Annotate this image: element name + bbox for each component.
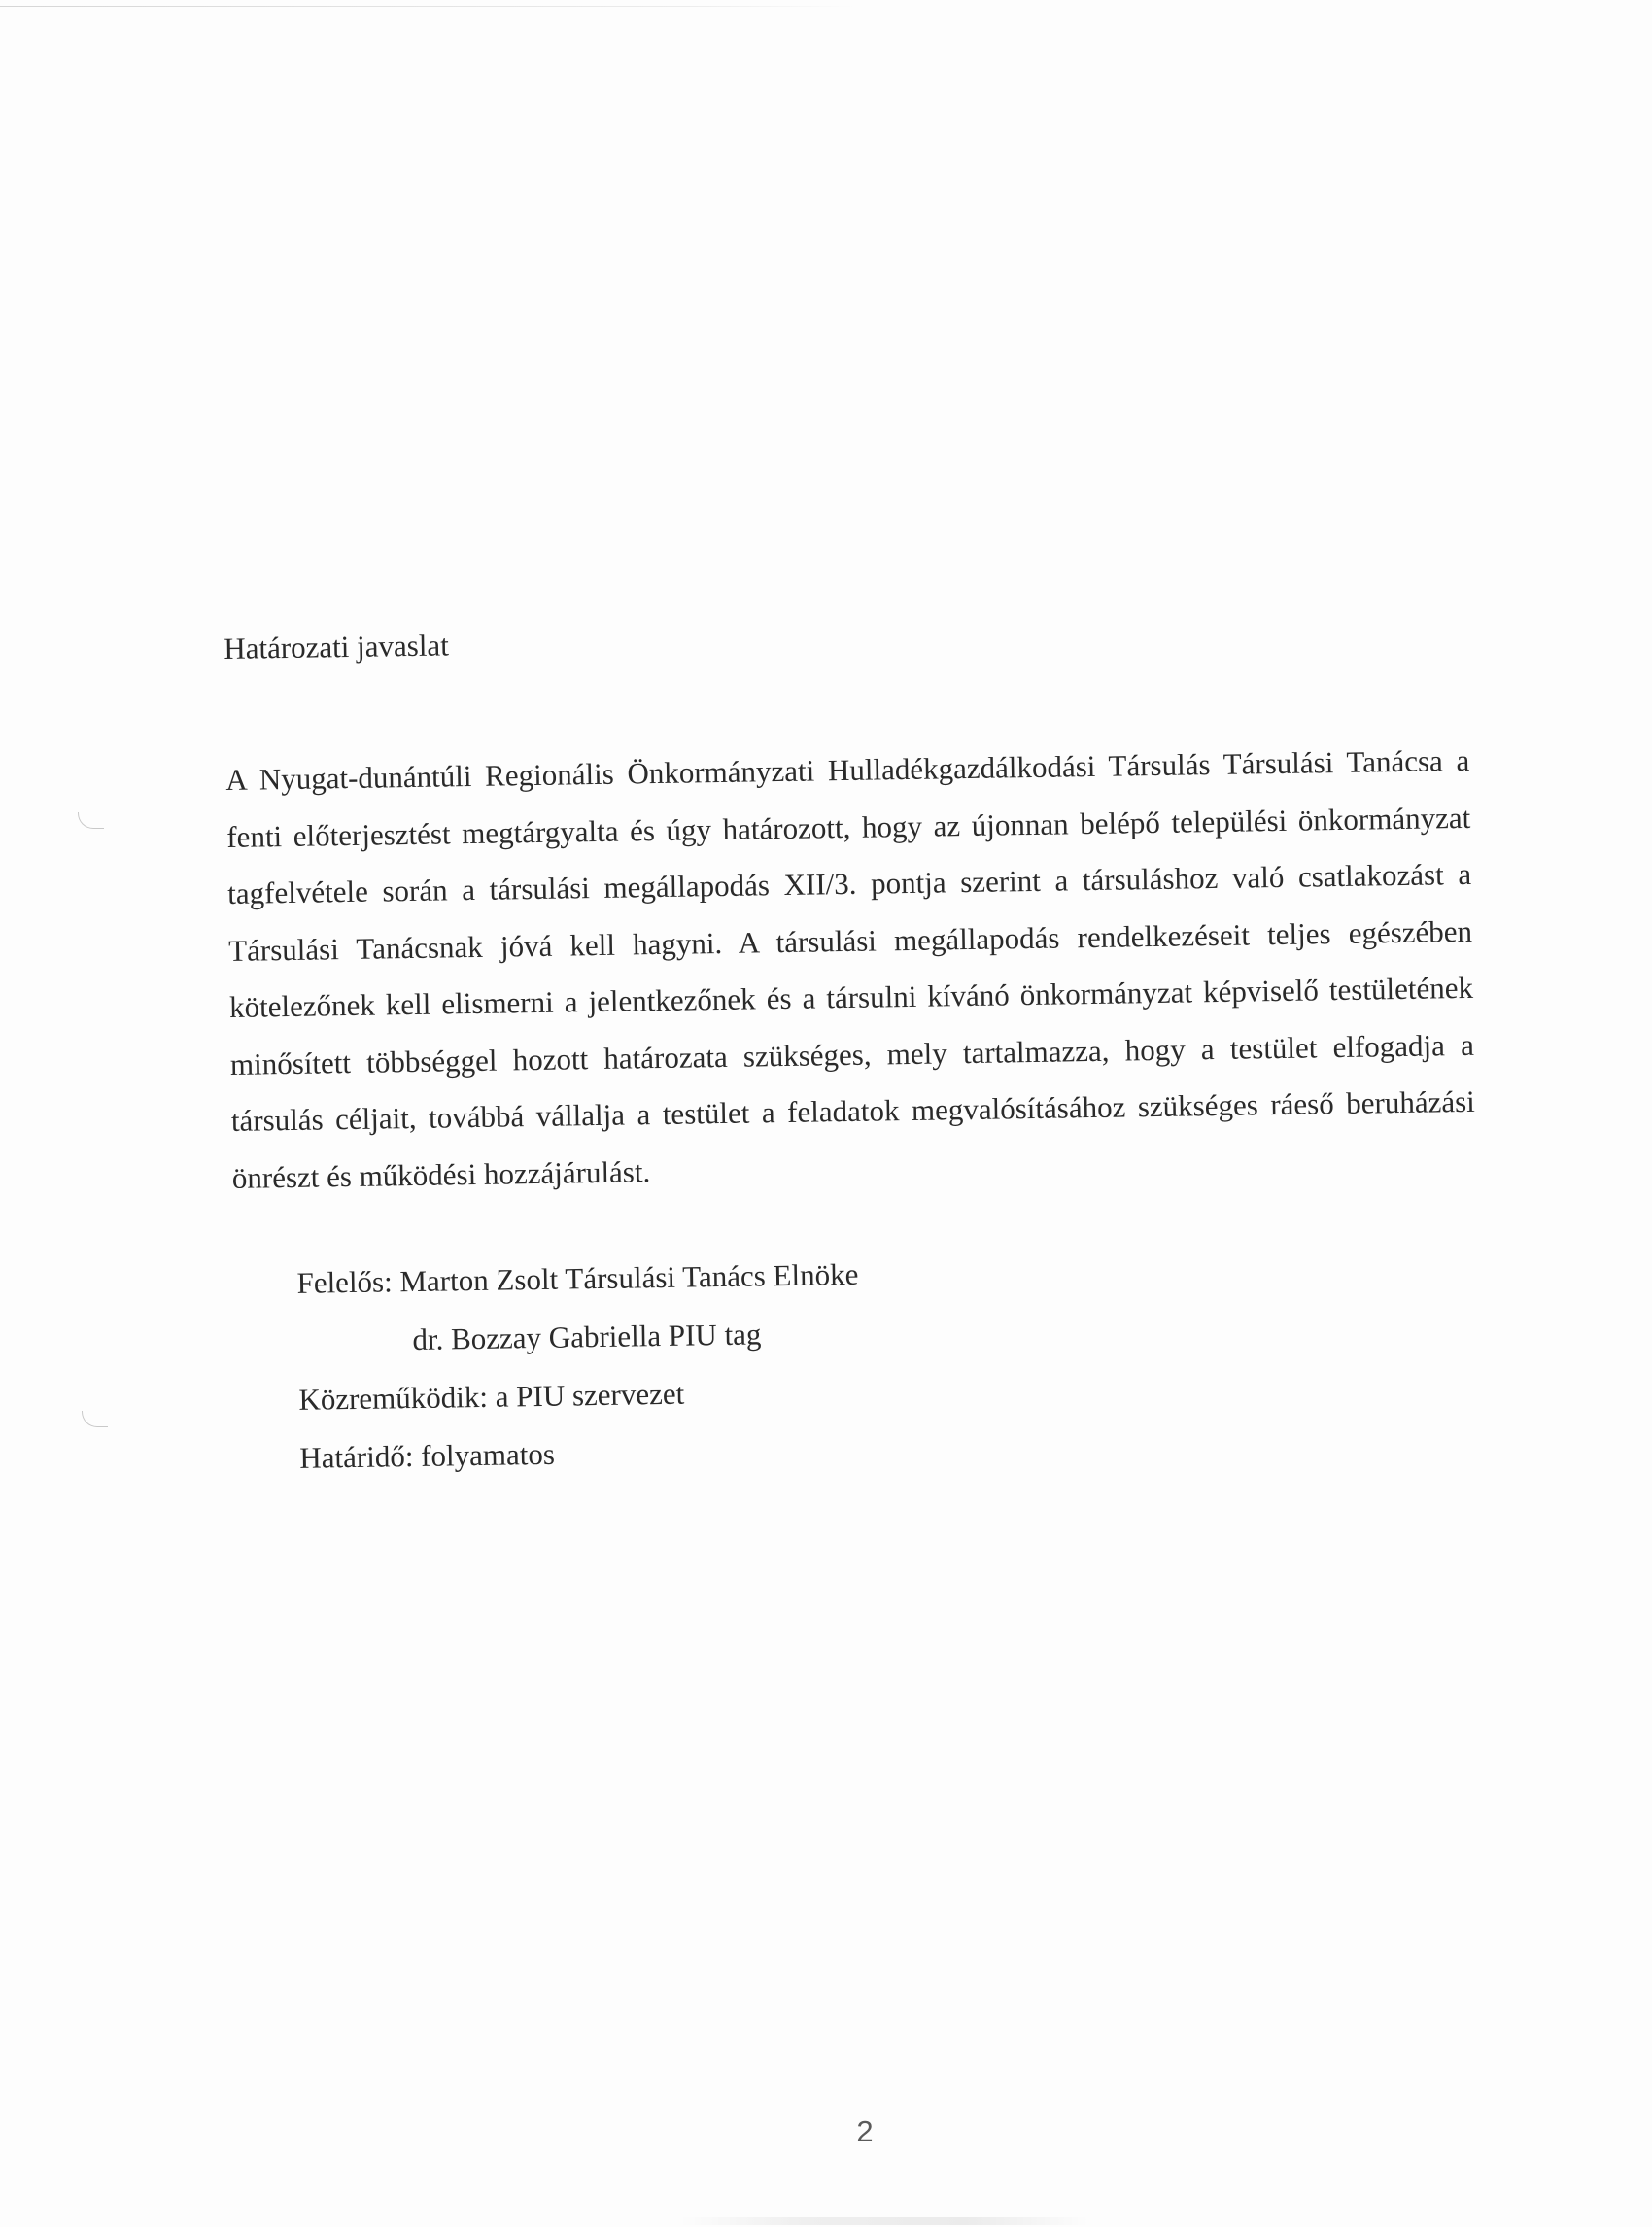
- punch-hole-mark: [78, 812, 104, 829]
- deadline-line: Határidő: folyamatos: [299, 1436, 556, 1475]
- scan-bottom-edge: [680, 2217, 1088, 2225]
- document-title: Határozati javaslat: [224, 628, 450, 666]
- scan-top-edge: [0, 6, 855, 7]
- document-content: [224, 612, 1481, 1489]
- responsible-second-line: dr. Bozzay Gabriella PIU tag: [412, 1317, 762, 1357]
- responsible-line: Felelős: Marton Zsolt Társulási Tanács Elnöke: [296, 1256, 859, 1300]
- resolution-paragraph: A Nyugat-dunántúli Regionális Önkormányzati Hulladékgazdálkodási Társulás Társulási Tanácsa a fenti előterjesztést megtárgyalta és úgy határozott, hogy az újonnan belépő települési önkormányzat tagfelvétele során a társulási megállapodás XII/3. pontja szerint a társuláshoz való csatlakozást a Társulási Tanácsnak jóvá kell hagyni. A társulási megállapodás rendelkezéseit teljes egészében kötelezőnek kell elismerni a jelentkezőnek és a társulni kívánó önkormányzat képviselő testületének minősített többséggel hozott határozata szükséges, mely tartalmazza, hogy a testület elfogadja a társulás céljait, továbbá vállalja a testület a feladatok megvalósításához szükséges ráeső beruházási önrészt és működési hozzájárulást.: [225, 742, 1476, 1195]
- responsibility-block: [296, 1236, 1481, 1488]
- cooperator-line: Közreműködik: a PIU szervezet: [298, 1376, 685, 1417]
- punch-hole-mark: [82, 1411, 108, 1427]
- page-number: 2: [856, 2114, 874, 2148]
